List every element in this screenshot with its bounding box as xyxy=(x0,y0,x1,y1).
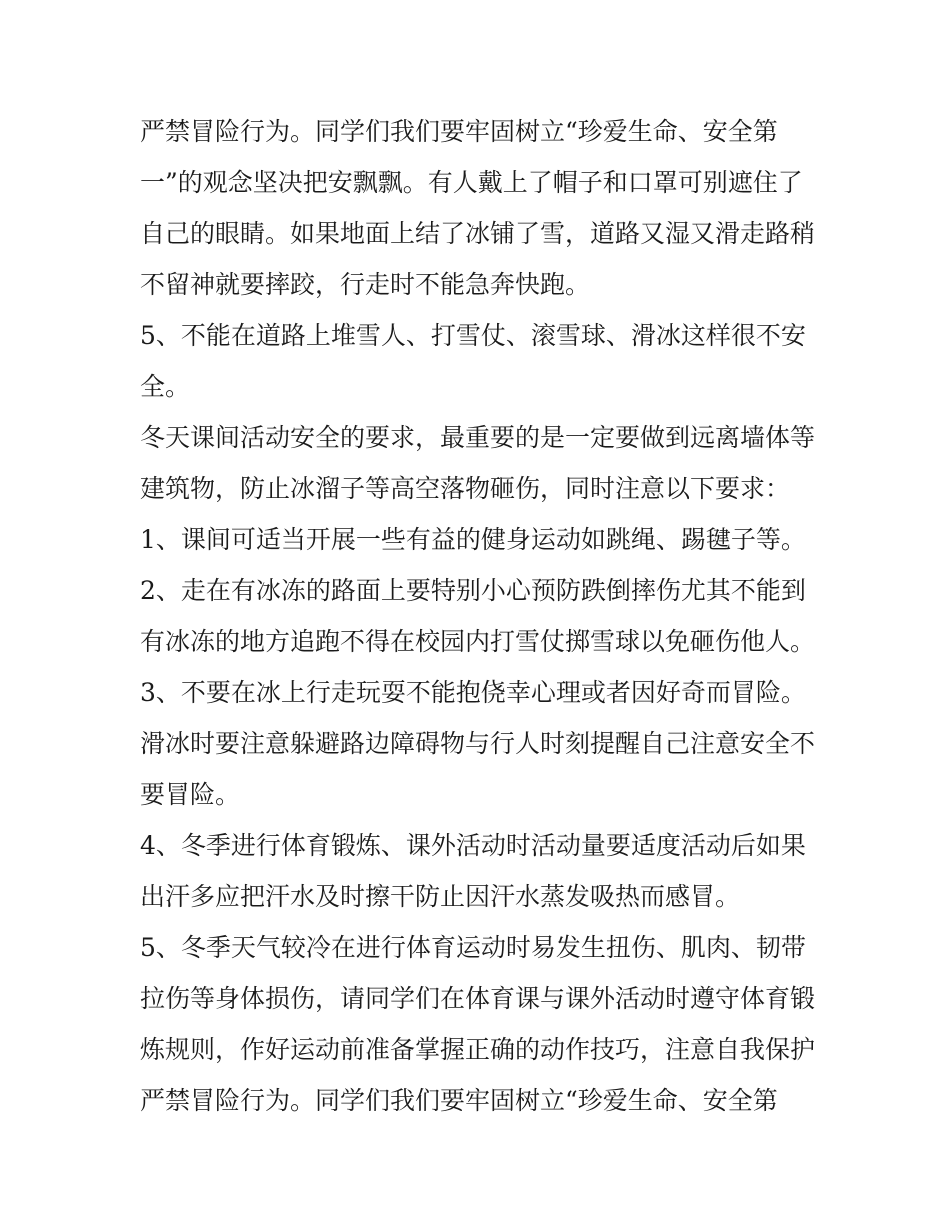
text-line: 不留神就要摔跤，行走时不能急奔快跑。 xyxy=(140,270,591,299)
text-line: 一”的观念坚决把安飘飘。有人戴上了帽子和口罩可别遮住了 xyxy=(140,168,803,197)
text-line: 严禁冒险行为。同学们我们要牢固树立“珍爱生命、安全第 xyxy=(140,1086,778,1115)
text-line: 全。 xyxy=(140,372,191,401)
text-line: 冬天课间活动安全的要求，最重要的是一定要做到远离墙体等 xyxy=(140,423,816,452)
text-line: 严禁冒险行为。同学们我们要牢固树立“珍爱生命、安全第 xyxy=(140,117,778,146)
text-line: 有冰冻的地方追跑不得在校园内打雪仗掷雪球以免砸伤他人。 xyxy=(140,627,816,656)
text-line: 炼规则，作好运动前准备掌握正确的动作技巧，注意自我保护 xyxy=(140,1035,816,1064)
text-line: 5、不能在道路上堆雪人、打雪仗、滚雪球、滑冰这样很不安 xyxy=(140,321,806,350)
text-line: 1、课间可适当开展一些有益的健身运动如跳绳、踢毽子等。 xyxy=(140,525,806,554)
text-line: 4、冬季进行体育锻炼、课外活动时活动量要适度活动后如果 xyxy=(140,831,806,860)
text-line: 2、走在有冰冻的路面上要特别小心预防跌倒摔伤尤其不能到 xyxy=(140,576,806,605)
text-line: 拉伤等身体损伤，请同学们在体育课与课外活动时遵守体育锻 xyxy=(140,984,816,1013)
text-line: 出汗多应把汗水及时擦干防止因汗水蒸发吸热而感冒。 xyxy=(140,882,741,911)
text-line: 要冒险。 xyxy=(140,780,241,809)
text-line: 自己的眼睛。如果地面上结了冰铺了雪，道路又湿又滑走路稍 xyxy=(140,219,816,248)
text-line: 滑冰时要注意躲避路边障碍物与行人时刻提醒自己注意安全不 xyxy=(140,729,816,758)
text-line: 3、不要在冰上行走玩耍不能抱侥幸心理或者因好奇而冒险。 xyxy=(140,678,806,707)
text-line: 建筑物，防止冰溜子等高空落物砸伤，同时注意以下要求： xyxy=(140,474,791,503)
body-text xyxy=(140,106,820,1126)
text-line: 5、冬季天气较冷在进行体育运动时易发生扭伤、肌肉、韧带 xyxy=(140,933,806,962)
